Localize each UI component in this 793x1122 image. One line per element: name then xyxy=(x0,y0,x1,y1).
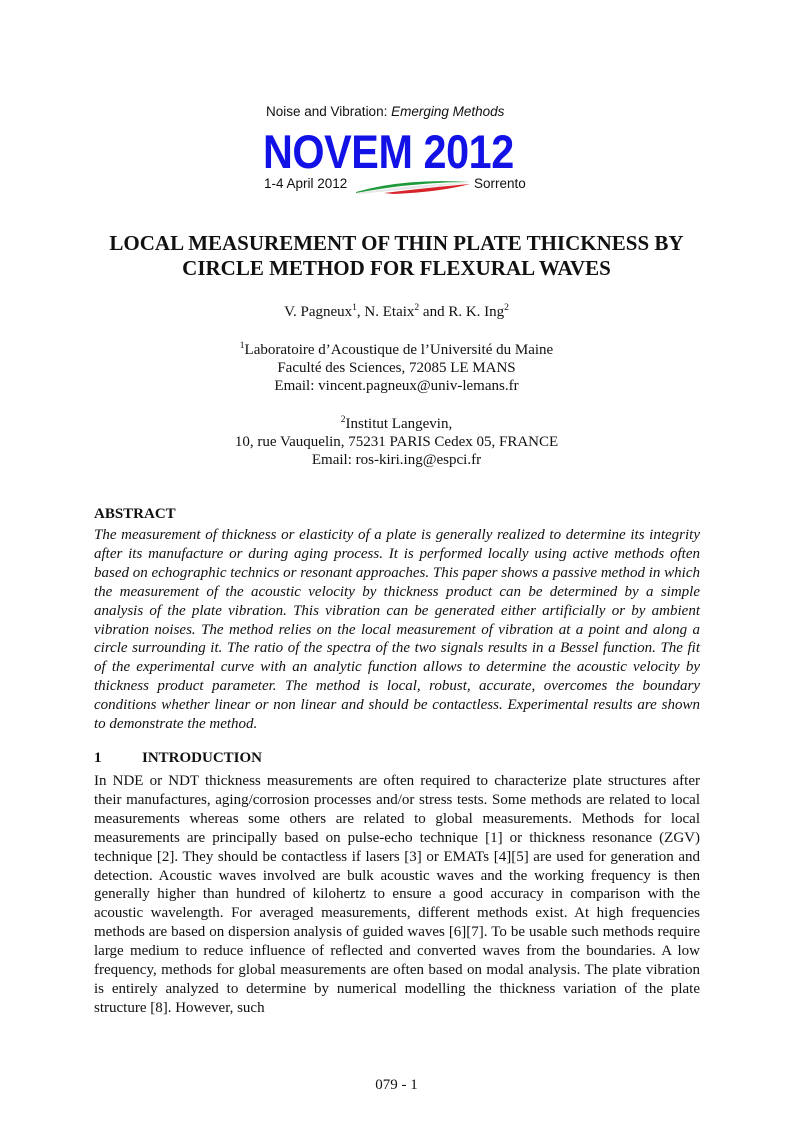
email-1: Email: vincent.pagneux@univ-lemans.fr xyxy=(274,378,519,394)
conference-location: Sorrento xyxy=(474,176,526,191)
conference-subtitle: Noise and Vibration: Emerging Methods xyxy=(266,104,505,119)
paper-title xyxy=(60,231,733,281)
affiliation-1: $^1$Laboratoire d’Acoustique de l’Université du Maine Faculté des Sciences, 72085 LE MANS Email: vincent.pagneux@univ-lemans.fr xyxy=(60,341,733,395)
title-line-2: CIRCLE METHOD FOR FLEXURAL WAVES xyxy=(182,256,611,280)
conference-name: NOVEM 2012 xyxy=(263,125,514,178)
email-2: Email: ros-kiri.ing@espci.fr xyxy=(311,452,482,468)
title-line-1: LOCAL MEASUREMENT OF THIN PLATE THICKNESS BY xyxy=(109,231,684,255)
italian-flag-swoosh-icon xyxy=(354,176,472,194)
authors: V. Pagneux$^1$, N. Etaix$^2$ and R. K. Ing$^2$ xyxy=(284,303,509,320)
introduction-text: In NDE or NDT thickness measurements are often required to characterize plate structures after their manufactures, aging/corrosion processes and/or stress tests. Some methods are related to local measurements whereas some others are related to global measurements. Methods for local measurements are principally based on pulse-echo technique [1] or thickness resonance (ZGV) technique [2]. They should be contactless if lasers [3] or EMATs [4][5] are used for generation and detection. Acoustic waves involved are bulk acoustic waves and the working frequency is then generally higher than hundred of kilohertz to ensure a good accuracy in comparison with the acoustic wavelength. For averaged measurements, different methods exist. At high frequencies methods are based on dispersion analysis of guided waves [6][7]. To be usable such methods require large medium to reduce influence of reflected and converted waves from the boundaries. A low frequency, methods for global measurements are often based on modal analysis. The plate vibration is entirely analyzed to determine by numerical modelling the thickness variation of the plate structure [8]. However, such xyxy=(94,773,700,1016)
section-title: INTRODUCTION xyxy=(142,750,263,766)
page-number: 079 - 1 xyxy=(375,1077,418,1093)
abstract-text: The measurement of thickness or elasticity of a plate is generally realized to determine its integrity after its manufacture or during aging process. It is performed locally using active methods often based on echographic technics or resonant approaches. This paper shows a passive method in which the measurement of the acoustic velocity by thickness product can be determined by a simple analysis of the plate vibration. This vibration can be generated either artificially or by ambient vibration noises. The method relies on the local measurement of vibration at a point and along a circle surrounding it. The ratio of the spectra of the two signals results in a Bessel function. The fit of the experimental curve with an analytic function allows to determine the acoustic velocity by thickness product parameter. The method is local, robust, accurate, overcomes the boundary conditions whether linear or non linear and should be contactless. Experimental results are shown to demonstrate the method. xyxy=(94,527,700,733)
section-number: 1 xyxy=(94,750,102,766)
affiliation-2: $^2$Institut Langevin, 10, rue Vauquelin, 75231 PARIS Cedex 05, FRANCE Email: ros-kiri.ing@espci.fr xyxy=(60,415,733,469)
conference-dates: 1-4 April 2012 xyxy=(264,176,348,191)
abstract-heading: ABSTRACT xyxy=(94,506,176,522)
section-heading xyxy=(94,750,262,767)
